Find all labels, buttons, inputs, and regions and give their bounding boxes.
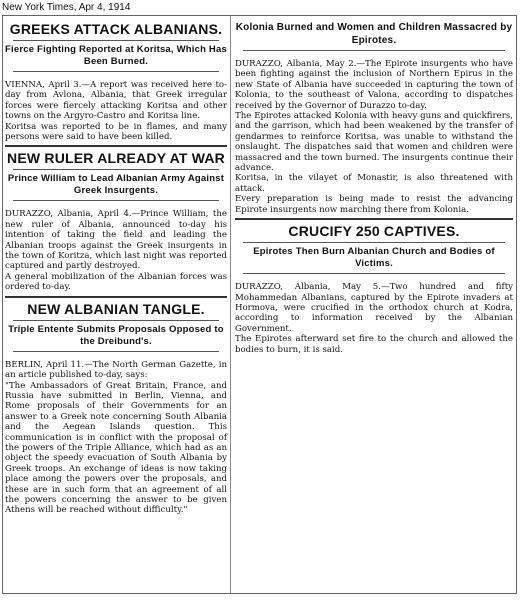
headline: NEW ALBANIAN TANGLE. xyxy=(27,300,205,317)
paragraph: Koritsa, in the vilayet of Monastir, is also threatened with attack. xyxy=(235,173,513,194)
paragraph: DURAZZO, Albania, May 5.—Two hundred and fifty Mohammedan Albanians, captured by the Epirote invaders at Hormova, were crucified in the orthodox church at Kodra, according to information received by the Albanian Government. xyxy=(235,282,513,334)
subheadline: Prince William to Lead Albanian Army Against Greek Insurgents. xyxy=(7,173,225,197)
divider xyxy=(243,242,505,243)
paragraph: VIENNA, April 3.—A report was received here to-day from Avlona, Albania, that Greek irregular forces were fiercely attacking Koritsa and other towns on the Argyro-Castro and Koritsa line. xyxy=(5,80,227,122)
article-separator xyxy=(5,296,227,298)
left-column xyxy=(5,16,227,516)
right-column xyxy=(235,16,513,355)
subheadline: Fierce Fighting Reported at Koritsa, Which Has Been Burned. xyxy=(5,44,227,67)
article-kolonia-burned xyxy=(235,16,513,215)
divider xyxy=(13,40,219,41)
article-new-ruler xyxy=(5,150,227,292)
divider xyxy=(13,320,219,321)
paragraph: BERLIN, April 11.—The North German Gazette, in an article published to-day, says: xyxy=(5,359,227,381)
paragraph: DURAZZO, Albania, April 4.—Prince William, the new ruler of Albania, announced to-day his intention of taking the field and leading the Albanian troops against the Greek insurgents in the town of Koritza, which last night was reported captured and partly destroyed. xyxy=(5,209,227,272)
paragraph: The Epirotes afterward set fire to the church and allowed the bodies to burn, it is said. xyxy=(235,334,513,355)
article-separator xyxy=(5,145,227,147)
headline: CRUCIFY 250 CAPTIVES. xyxy=(288,223,460,240)
divider xyxy=(13,71,219,72)
paragraph: A general mobilization of the Albanian forces was ordered to-day. xyxy=(5,271,227,293)
headline: NEW RULER ALREADY AT WAR xyxy=(7,150,225,167)
paragraph: Koritsa was reported to be in flames, and many persons were said to have been killed. xyxy=(5,121,227,143)
paragraph: The Epirotes attacked Kolonia with heavy guns and quickfirers, and the garrison, which had been weakened by the transfer of gendarmes to reinforce Koritsa, was unable to withstand the onslaught. The dispatches said that women and children were massacred and the town burned. The insurgents continue their advance. xyxy=(235,111,513,174)
subheadline: Triple Entente Submits Proposals Opposed to the Dreibund's. xyxy=(8,323,224,347)
article-greeks-attack xyxy=(5,16,227,142)
paragraph: "The Ambassadors of Great Britain, France, and Russia have submitted in Berlin, Vienna, and Rome proposals of their Governments for an answer to a Greek note concerning South Albania and the Aegean Islands question. This communication is in conflict with the proposal of the powers of the Triple Alliance, which had as an object the speedy evacuation of South Albania by Greek troops. An exchange of ideas is now taking place among the powers over the proposals, and these are in such form that an agreement of all the powers concerning the answer to be given Athens will be reached without difficulty." xyxy=(5,380,227,516)
subheadline: Kolonia Burned and Women and Children Massacred by Epirotes. xyxy=(235,22,513,46)
divider xyxy=(13,169,219,170)
paragraph: DURAZZO, Albania, May 2.—The Epirote insurgents who have been fighting against the inclusion of Northern Epirus in the new State of Albania have succeeded in capturing the town of Kolonia, to the southeast of Valona, according to dispatches received by the Governor of Durazzo to-day. xyxy=(235,59,513,111)
clipping-frame xyxy=(2,15,517,594)
page-caption: New York Times, Apr 4, 1914 xyxy=(2,2,131,13)
paragraph: Every preparation is being made to resist the advancing Epirote insurgents now marching there from Kolonia. xyxy=(235,194,513,215)
divider xyxy=(243,273,505,274)
divider xyxy=(243,50,505,51)
headline: GREEKS ATTACK ALBANIANS. xyxy=(9,21,223,37)
column-divider xyxy=(230,16,231,593)
article-separator xyxy=(235,218,513,220)
article-crucify-captives xyxy=(235,223,513,355)
divider xyxy=(13,200,219,201)
subheadline: Epirotes Then Burn Albanian Church and Bodies of Victims. xyxy=(253,246,495,270)
article-albanian-tangle xyxy=(5,301,227,516)
divider xyxy=(13,351,219,352)
